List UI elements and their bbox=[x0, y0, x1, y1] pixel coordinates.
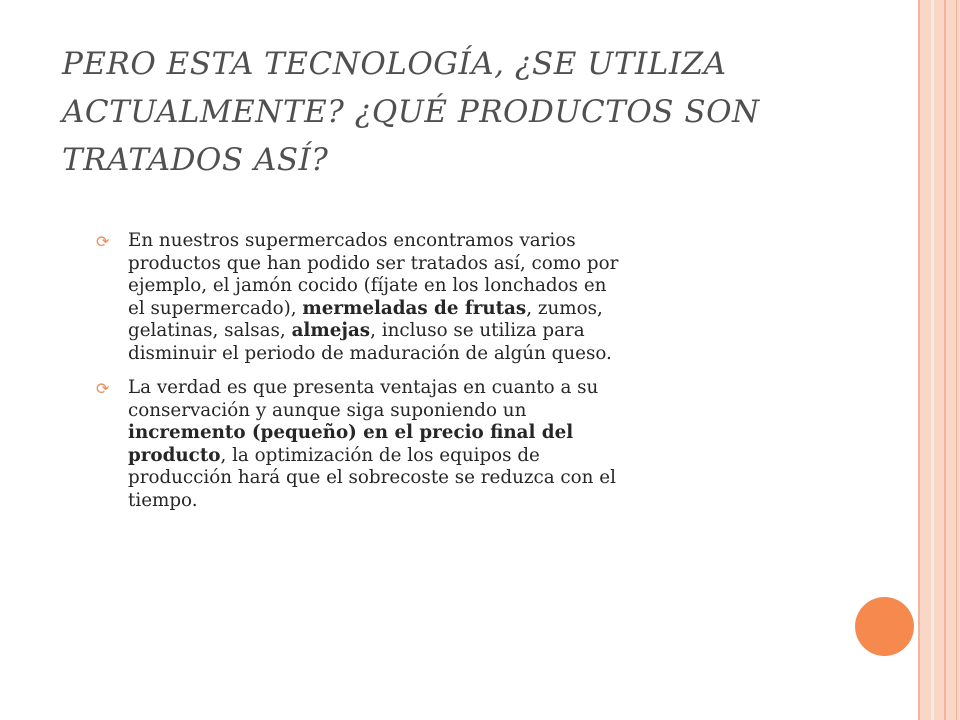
bullet-text: La verdad es que presenta ventajas en cuanto a su conservación y aunque siga suponiendo un bbox=[128, 377, 599, 421]
slide-title: PERO ESTA TECNOLOGÍA, ¿SE UTILIZA ACTUALMENTE? ¿QUÉ PRODUCTOS SON TRATADOS ASÍ? bbox=[62, 46, 760, 178]
decorative-stripe-band bbox=[918, 0, 960, 720]
bullet-bold-text: mermeladas de frutas bbox=[302, 297, 527, 319]
bullet-text: , zumos, gelatinas, salsas, bbox=[128, 297, 603, 341]
decorative-stripe-line bbox=[918, 0, 920, 720]
decorative-stripe-line bbox=[931, 0, 934, 720]
bullet-text: , la optimización de los equipos de producción hará que el sobrecoste se reduzca con el tiempo. bbox=[128, 444, 616, 511]
bullet-bold-text: incremento (pequeño) en el precio final del producto bbox=[128, 422, 574, 466]
decorative-stripe-line bbox=[944, 0, 946, 720]
bullet-text: En nuestros supermercados encontramos varios productos que han podido ser tratados así, como por ejemplo, el jamón cocido (fíjate en los lonchados en el supermercado), bbox=[128, 230, 619, 319]
bullet-item bbox=[96, 230, 626, 365]
bullet-text: , incluso se utiliza para disminuir el periodo de maduración de algún queso. bbox=[128, 320, 612, 364]
bullet-list bbox=[96, 230, 626, 524]
bullet-bold-text: almejas bbox=[291, 320, 371, 341]
decorative-stripe-line bbox=[956, 0, 957, 720]
decorative-orange-circle bbox=[855, 597, 914, 656]
swirl-bullet-icon: ⟳ bbox=[96, 232, 110, 251]
swirl-bullet-icon: ⟳ bbox=[96, 379, 110, 398]
bullet-item bbox=[96, 377, 626, 512]
